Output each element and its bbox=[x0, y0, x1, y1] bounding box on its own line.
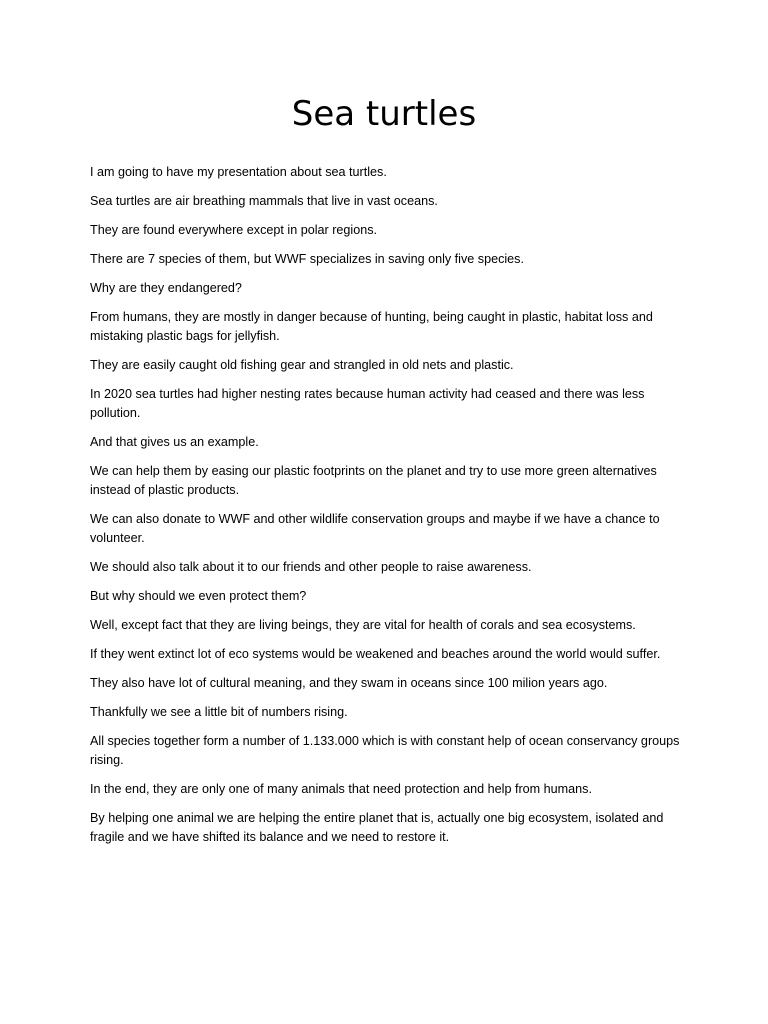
paragraph: All species together form a number of 1.133.000 which is with constant help of ocean conservancy groups rising. bbox=[90, 734, 680, 767]
paragraph: There are 7 species of them, but WWF specializes in saving only five species. bbox=[90, 252, 524, 266]
paragraph: In 2020 sea turtles had higher nesting rates because human activity had ceased and there was less pollution. bbox=[90, 387, 645, 420]
paragraph: Why are they endangered? bbox=[90, 281, 242, 295]
document-body bbox=[90, 163, 680, 857]
paragraph: Well, except fact that they are living beings, they are vital for health of corals and sea ecosystems. bbox=[90, 618, 636, 632]
paragraph: In the end, they are only one of many animals that need protection and help from humans. bbox=[90, 782, 592, 796]
paragraph: And that gives us an example. bbox=[90, 435, 259, 449]
document-title: Sea turtles bbox=[291, 94, 477, 134]
paragraph: Thankfully we see a little bit of numbers rising. bbox=[90, 705, 348, 719]
paragraph: By helping one animal we are helping the entire planet that is, actually one big ecosystem, isolated and fragile and we have shifted its balance and we need to restore it. bbox=[90, 811, 664, 844]
paragraph: From humans, they are mostly in danger because of hunting, being caught in plastic, habitat loss and mistaking plastic bags for jellyfish. bbox=[90, 310, 653, 343]
paragraph: We should also talk about it to our friends and other people to raise awareness. bbox=[90, 560, 532, 574]
paragraph: They also have lot of cultural meaning, and they swam in oceans since 100 milion years ago. bbox=[90, 676, 608, 690]
paragraph: We can help them by easing our plastic footprints on the planet and try to use more green alternatives instead of plastic products. bbox=[90, 464, 657, 497]
paragraph: I am going to have my presentation about sea turtles. bbox=[90, 165, 387, 179]
paragraph: If they went extinct lot of eco systems would be weakened and beaches around the world would suffer. bbox=[90, 647, 661, 661]
paragraph: Sea turtles are air breathing mammals that live in vast oceans. bbox=[90, 194, 438, 208]
paragraph: But why should we even protect them? bbox=[90, 589, 307, 603]
paragraph: They are easily caught old fishing gear and strangled in old nets and plastic. bbox=[90, 358, 514, 372]
paragraph: They are found everywhere except in polar regions. bbox=[90, 223, 378, 237]
paragraph: We can also donate to WWF and other wildlife conservation groups and maybe if we have a chance to volunteer. bbox=[90, 512, 660, 545]
